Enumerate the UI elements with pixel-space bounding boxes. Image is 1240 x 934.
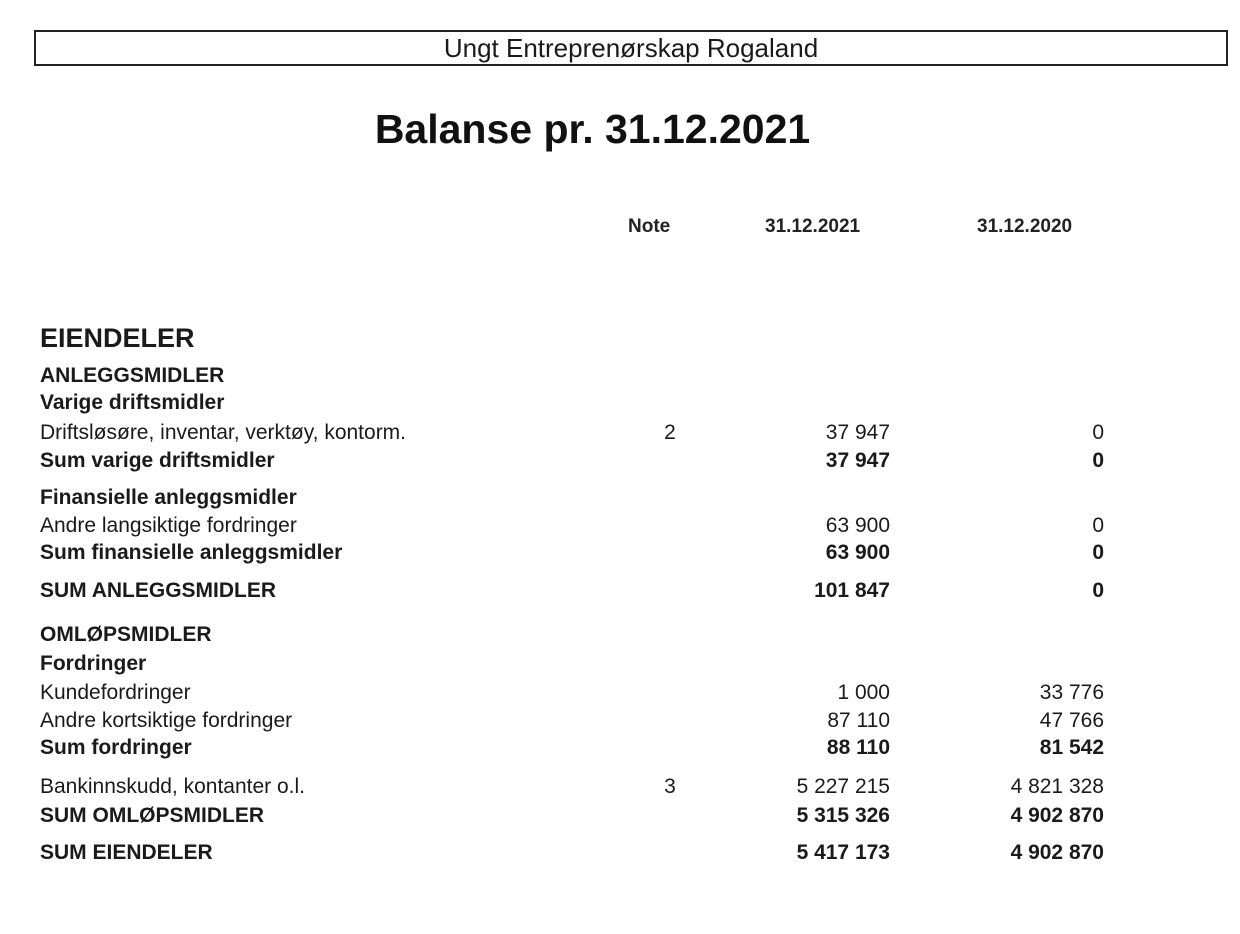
row-label: SUM OMLØPSMIDLER bbox=[40, 804, 264, 827]
value-2020: 33 776 bbox=[1039, 681, 1104, 704]
row-label: Sum fordringer bbox=[40, 736, 192, 759]
value-2021: 5 417 173 bbox=[796, 841, 890, 864]
table-row bbox=[0, 447, 1240, 475]
value-2021: 5 315 326 bbox=[796, 804, 890, 827]
row-label: Bankinnskudd, kontanter o.l. bbox=[40, 775, 306, 798]
table-row bbox=[0, 679, 1240, 707]
table-row bbox=[0, 839, 1240, 867]
value-2020: 0 bbox=[1092, 449, 1104, 472]
table-row bbox=[0, 389, 1240, 417]
table-row bbox=[0, 802, 1240, 830]
table-row bbox=[0, 419, 1240, 447]
value-2020: 4 821 328 bbox=[1010, 775, 1104, 798]
column-header-note: Note bbox=[628, 216, 671, 237]
value-2020: 4 902 870 bbox=[1010, 841, 1104, 864]
row-label: SUM EIENDELER bbox=[40, 841, 213, 864]
value-2020: 81 542 bbox=[1039, 736, 1104, 759]
value-2020: 0 bbox=[1092, 421, 1104, 444]
row-label: Kundefordringer bbox=[40, 681, 191, 704]
row-label: Driftsløsøre, inventar, verktøy, kontorm. bbox=[40, 421, 407, 444]
value-2021: 37 947 bbox=[825, 421, 890, 444]
row-label: Andre kortsiktige fordringer bbox=[40, 709, 293, 732]
value-2021: 63 900 bbox=[825, 541, 890, 564]
table-row bbox=[0, 512, 1240, 540]
table-row bbox=[0, 734, 1240, 762]
value-2020: 0 bbox=[1092, 579, 1104, 602]
value-2021: 37 947 bbox=[825, 449, 890, 472]
row-label: OMLØPSMIDLER bbox=[40, 623, 212, 646]
table-row bbox=[0, 539, 1240, 567]
value-2021: 5 227 215 bbox=[796, 775, 890, 798]
row-label: Fordringer bbox=[40, 652, 147, 675]
table-row bbox=[0, 577, 1240, 605]
row-label: Finansielle anleggsmidler bbox=[40, 486, 297, 509]
value-2021: 101 847 bbox=[814, 579, 890, 602]
organization-name: Ungt Entreprenørskap Rogaland bbox=[34, 30, 1228, 66]
section-heading-row bbox=[0, 321, 1240, 355]
value-2020: 47 766 bbox=[1039, 709, 1104, 732]
row-note: 3 bbox=[664, 775, 676, 798]
row-label: ANLEGGSMIDLER bbox=[40, 364, 225, 387]
table-row bbox=[0, 484, 1240, 512]
column-header-2020: 31.12.2020 bbox=[977, 216, 1073, 237]
value-2020: 0 bbox=[1092, 514, 1104, 537]
table-row bbox=[0, 773, 1240, 801]
value-2021: 87 110 bbox=[827, 709, 890, 732]
row-label: Andre langsiktige fordringer bbox=[40, 514, 297, 537]
section-heading: EIENDELER bbox=[40, 323, 195, 353]
column-header-2021: 31.12.2021 bbox=[765, 216, 861, 237]
value-2021: 63 900 bbox=[825, 514, 890, 537]
table-row bbox=[0, 650, 1240, 678]
value-2020: 4 902 870 bbox=[1010, 804, 1104, 827]
value-2021: 88 110 bbox=[826, 736, 890, 759]
row-label: Sum finansielle anleggsmidler bbox=[40, 541, 343, 564]
value-2021: 1 000 bbox=[837, 681, 890, 704]
page-title: Balanse pr. 31.12.2021 bbox=[374, 106, 811, 152]
value-2020: 0 bbox=[1092, 541, 1104, 564]
table-row bbox=[0, 621, 1240, 649]
row-label: Sum varige driftsmidler bbox=[40, 449, 275, 472]
table-row bbox=[0, 362, 1240, 390]
row-label: SUM ANLEGGSMIDLER bbox=[40, 579, 277, 602]
row-label: Varige driftsmidler bbox=[40, 391, 225, 414]
table-row bbox=[0, 707, 1240, 735]
row-note: 2 bbox=[664, 421, 676, 444]
